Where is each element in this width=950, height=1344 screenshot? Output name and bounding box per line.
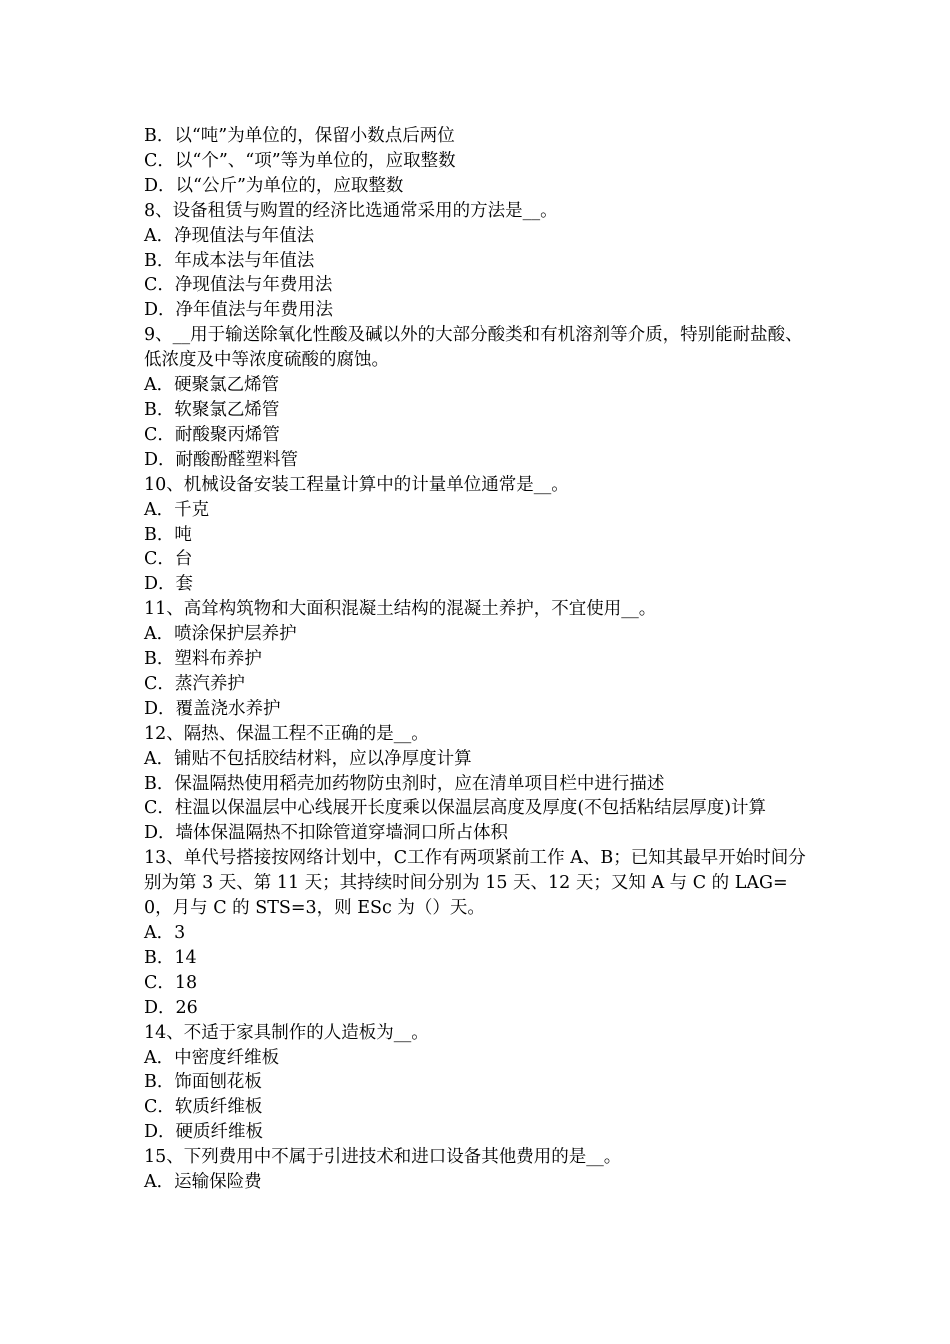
option-line: D．净年值法与年费用法: [144, 300, 334, 321]
option-line: C．耐酸聚丙烯管: [144, 424, 280, 445]
question-9: 9、__用于输送除氧化性酸及碱以外的大部分酸类和有机溶剂等介质，特别能耐盐酸、低浓度及中等浓度硫酸的腐蚀。: [144, 325, 803, 371]
option-line: B．以“吨”为单位的，保留小数点后两位: [144, 126, 455, 146]
option-line: D．以“公斤”为单位的，应取整数: [144, 175, 404, 196]
option-line: C．柱温以保温层中心线展开长度乘以保温层高度及厚度(不包括粘结层厚度)计算: [144, 798, 767, 819]
question-15: 15、下列费用中不属于引进技术和进口设备其他费用的是__。: [144, 1147, 622, 1168]
question-10: 10、机械设备安装工程量计算中的计量单位通常是__。: [144, 474, 569, 495]
option-line: A．净现值法与年值法: [144, 225, 315, 246]
option-line: B．软聚氯乙烯管: [144, 399, 280, 420]
question-11: 11、高耸构筑物和大面积混凝土结构的混凝土养护，不宜使用__。: [144, 599, 657, 620]
option-line: B．14: [144, 947, 197, 968]
option-line: A．硬聚氯乙烯管: [144, 375, 280, 396]
option-line: D．墙体保温隔热不扣除管道穿墙洞口所占体积: [144, 823, 509, 844]
option-line: A．喷涂保护层养护: [144, 624, 297, 645]
option-line: B．年成本法与年值法: [144, 250, 315, 271]
option-line: D．覆盖浇水养护: [144, 698, 281, 719]
question-13: 13、单代号搭接按网络计划中，C工作有两项紧前工作 A、B；已知其最早开始时间分别为第 3 天、第 11 天；其持续时间分别为 15 天、12 天；又知 A 与 C 的 LAG=0，月与 C 的 STS=3，则 ESc 为（）天。: [144, 848, 806, 919]
option-line: C．净现值法与年费用法: [144, 275, 333, 296]
option-line: C．以“个”、“项”等为单位的，应取整数: [144, 150, 456, 171]
question-14: 14、不适于家具制作的人造板为__。: [144, 1022, 429, 1043]
option-line: A．运输保险费: [144, 1172, 262, 1193]
option-line: D．硬质纤维板: [144, 1122, 264, 1143]
option-line: D．26: [144, 997, 198, 1018]
option-line: A．千克: [144, 499, 210, 520]
option-line: D．套: [144, 574, 194, 595]
option-line: B．塑料布养护: [144, 649, 262, 670]
option-line: A．3: [144, 923, 186, 943]
question-8: 8、设备租赁与购置的经济比选通常采用的方法是__。: [144, 200, 558, 221]
option-line: B．吨: [144, 524, 192, 545]
option-line: A．铺贴不包括胶结材料，应以净厚度计算: [144, 748, 472, 769]
option-line: C．18: [144, 972, 198, 993]
option-line: A．中密度纤维板: [144, 1047, 280, 1068]
option-line: D．耐酸酚醛塑料管: [144, 449, 299, 470]
document-body: [144, 124, 808, 1195]
option-line: C．软质纤维板: [144, 1097, 263, 1118]
option-line: B．保温隔热使用稻壳加药物防虫剂时，应在清单项目栏中进行描述: [144, 773, 665, 794]
question-12: 12、隔热、保温工程不正确的是__。: [144, 723, 429, 744]
option-line: C．蒸汽养护: [144, 673, 245, 694]
option-line: C．台: [144, 549, 193, 570]
option-line: B．饰面刨花板: [144, 1072, 262, 1093]
